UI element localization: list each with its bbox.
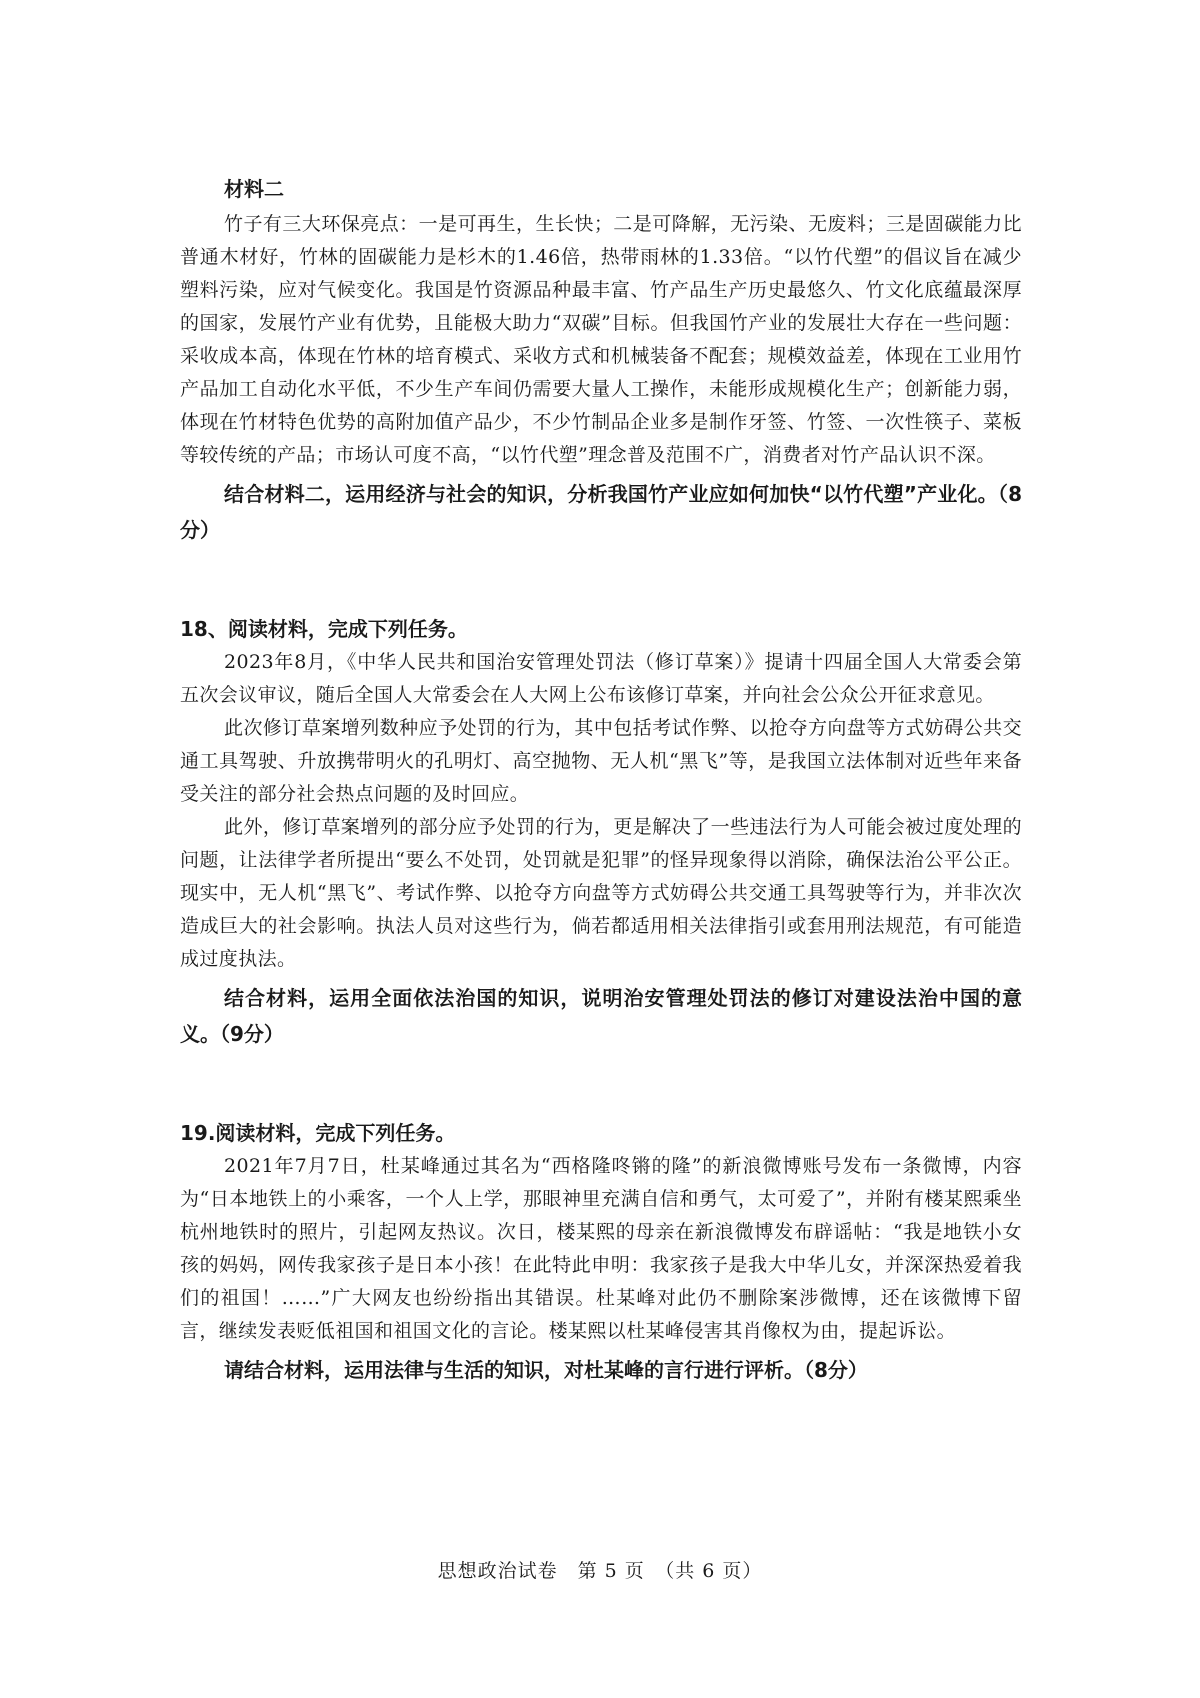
- material-two-prompt: 结合材料二，运用经济与社会的知识，分析我国竹产业应如何加快“以竹代塑”产业化。（8分）: [180, 482, 1022, 542]
- section-gap: [180, 548, 1022, 612]
- material-two-body: 竹子有三大环保亮点：一是可再生，生长快；二是可降解，无污染、无废料；三是固碳能力比普通木材好，竹林的固碳能力是杉木的1.46倍，热带雨林的1.33倍。“以竹代塑”的倡议旨在减少塑料污染，应对气候变化。我国是竹资源品种最丰富、竹产品生产历史最悠久、竹文化底蕴最深厚的国家，发展竹产业有优势，且能极大助力“双碳”目标。但我国竹产业的发展壮大存在一些问题：采收成本高，体现在竹林的培育模式、采收方式和机械装备不配套；规模效益差，体现在工业用竹产品加工自动化水平低，不少生产车间仍需要大量人工操作，未能形成规模化生产；创新能力弱，体现在竹材特色优势的高附加值产品少，不少竹制品企业多是制作牙签、竹签、一次性筷子、菜板等较传统的产品；市场认可度不高，“以竹代塑”理念普及范围不广，消费者对竹产品认识不深。: [180, 213, 1022, 466]
- question-19-paragraph: 2021年7月7日，杜某峰通过其名为“西格隆咚锵的隆”的新浪微博账号发布一条微博，内容为“日本地铁上的小乘客，一个人上学，那眼神里充满自信和勇气，太可爱了”，并附有楼某熙乘坐杭州地铁时的照片，引起网友热议。次日，楼某熙的母亲在新浪微博发布辟谣帖：“我是地铁小女孩的妈妈，网传我家孩子是日本小孩！在此特此申明：我家孩子是我大中华儿女，并深深热爱着我们的祖国！……”广大网友也纷纷指出其错误。杜某峰对此仍不删除案涉微博，还在该微博下留言，继续发表贬低祖国和祖国文化的言论。楼某熙以杜某峰侵害其肖像权为由，提起诉讼。: [180, 1155, 1022, 1342]
- material-two-section: [180, 172, 1022, 548]
- section-gap: [180, 1052, 1022, 1116]
- question-18-heading: 18、阅读材料，完成下列任务。: [180, 617, 468, 641]
- question-18-paragraph: 此次修订草案增列数种应予处罚的行为，其中包括考试作弊、以抢夺方向盘等方式妨碍公共交通工具驾驶、升放携带明火的孔明灯、高空抛物、无人机“黑飞”等，是我国立法体制对近些年来备受关注的部分社会热点问题的及时回应。: [180, 717, 1022, 805]
- question-18-paragraph: 此外，修订草案增列的部分应予处罚的行为，更是解决了一些违法行为人可能会被过度处理的问题，让法律学者所提出“要么不处罚，处罚就是犯罪”的怪异现象得以消除，确保法治公平公正。现实中，无人机“黑飞”、考试作弊、以抢夺方向盘等方式妨碍公共交通工具驾驶等行为，并非次次造成巨大的社会影响。执法人员对这些行为，倘若都适用相关法律指引或套用刑法规范，有可能造成过度执法。: [180, 816, 1022, 970]
- question-18-paragraph: 2023年8月，《中华人民共和国治安管理处罚法（修订草案）》提请十四届全国人大常委会第五次会议审议，随后全国人大常委会在人大网上公布该修订草案，并向社会公众公开征求意见。: [180, 651, 1022, 706]
- question-18-section: [180, 612, 1022, 1052]
- question-19-section: [180, 1116, 1022, 1388]
- page-footer: 思想政治试卷 第 5 页 （共 6 页）: [437, 1560, 763, 1582]
- question-19-heading: 19.阅读材料，完成下列任务。: [180, 1121, 456, 1145]
- question-18-prompt: 结合材料，运用全面依法治国的知识，说明治安管理处罚法的修订对建设法治中国的意义。（9分）: [180, 986, 1022, 1046]
- page-content: [180, 172, 1022, 1388]
- question-19-prompt: 请结合材料，运用法律与生活的知识，对杜某峰的言行进行评析。（8分）: [224, 1358, 868, 1382]
- material-two-heading: 材料二: [224, 177, 284, 201]
